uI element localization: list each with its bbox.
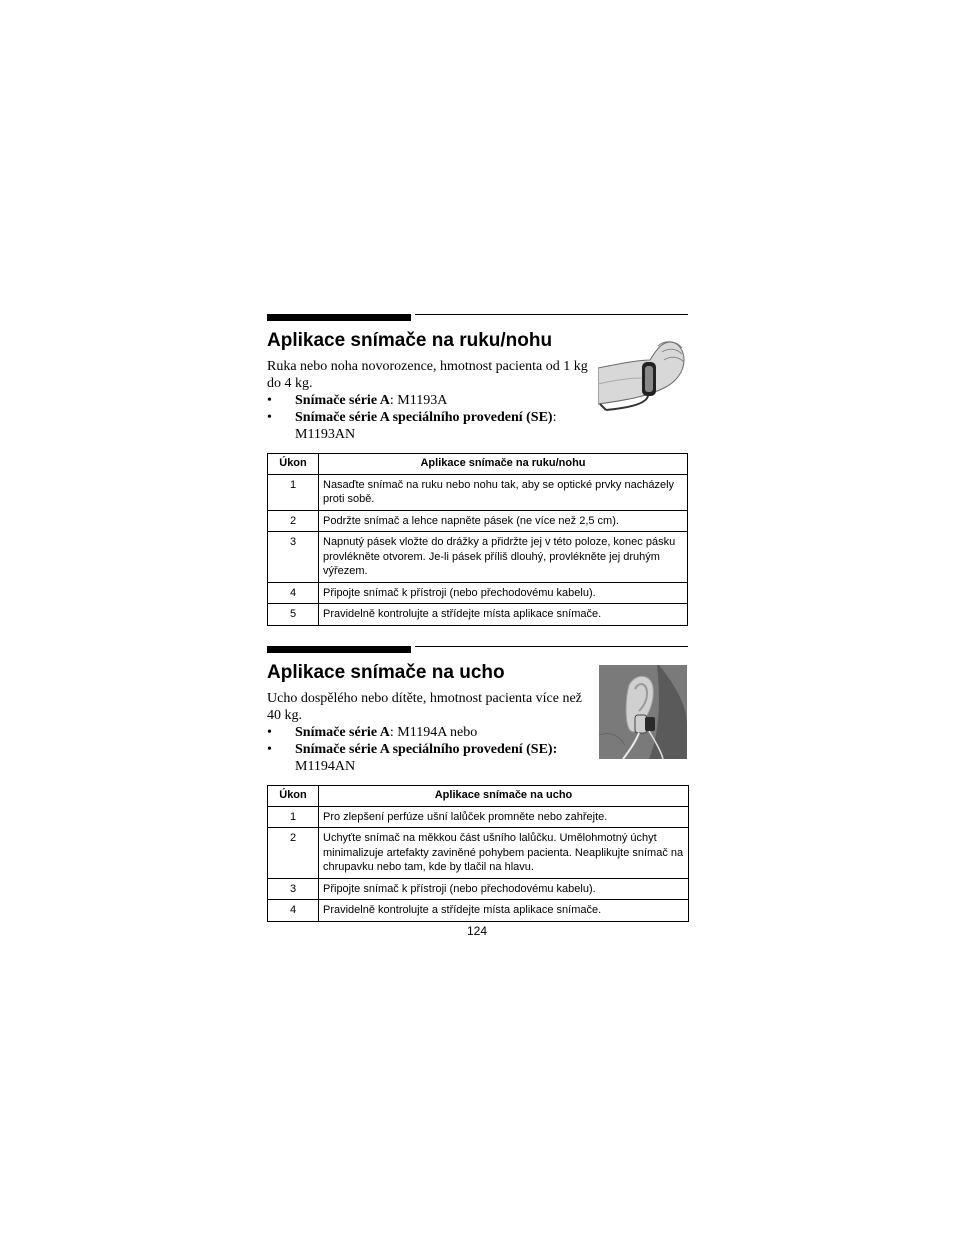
- steps-table: [267, 453, 688, 626]
- column-header-application: Aplikace snímače na ucho: [319, 786, 689, 807]
- section-title: Aplikace snímače na ruku/nohu: [267, 330, 553, 351]
- table-row: [268, 828, 689, 879]
- step-text: Nasaďte snímač na ruku nebo nohu tak, aby se optické prvky nacházely proti sobě.: [319, 474, 688, 510]
- step-text: Připojte snímač k přístroji (nebo přechodovému kabelu).: [319, 582, 688, 604]
- table-header-row: [268, 786, 689, 807]
- step-number: 5: [268, 604, 319, 626]
- column-header-step: Úkon: [268, 454, 319, 475]
- step-number: 2: [268, 828, 319, 879]
- step-number: 4: [268, 582, 319, 604]
- bullet-item: • Snímače série A speciálního provedení (SE): M1193AN: [267, 410, 557, 442]
- page-number: 124: [466, 924, 488, 938]
- column-header-application: Aplikace snímače na ruku/nohu: [319, 454, 688, 475]
- step-text: Připojte snímač k přístroji (nebo přechodovému kabelu).: [319, 878, 689, 900]
- bullet-item: • Snímače série A speciálního provedení (SE): M1194AN: [267, 742, 558, 774]
- table-row: [268, 878, 689, 900]
- section-rule-thick: [267, 314, 411, 321]
- table-row: [268, 582, 688, 604]
- bullet-rest: : M1193AN: [295, 410, 557, 442]
- hand-foot-sensor-photo: [598, 338, 688, 412]
- section-text: [267, 358, 592, 443]
- table-row: [268, 510, 688, 532]
- bullet-bold: Snímače série A: [295, 393, 390, 408]
- intro-text: Ucho dospělého nebo dítěte, hmotnost pacienta více než 40 kg.: [267, 691, 582, 723]
- table-row: [268, 474, 688, 510]
- table-row: [268, 900, 689, 922]
- ear-sensor-photo: [599, 665, 687, 759]
- steps-table: [267, 785, 689, 922]
- step-text: Pro zlepšení perfúze ušní lalůček promněte nebo zahřejte.: [319, 806, 689, 828]
- step-text: Uchyťte snímač na měkkou část ušního lalůčku. Umělohmotný úchyt minimalizuje artefakty zaviněné pohybem pacienta. Neaplikujte snímač na chrupavku nebo tam, kde by tlačil na hlavu.: [319, 828, 689, 879]
- section-title: Aplikace snímače na ucho: [267, 662, 505, 683]
- bullet-item: • Snímače série A: M1193A: [267, 393, 448, 408]
- step-number: 1: [268, 474, 319, 510]
- step-number: 4: [268, 900, 319, 922]
- table-header-row: [268, 454, 688, 475]
- bullet-bold: Snímače série A: [295, 725, 390, 740]
- column-header-step: Úkon: [268, 786, 319, 807]
- table-row: [268, 532, 688, 583]
- step-text: Podržte snímač a lehce napněte pásek (ne více než 2,5 cm).: [319, 510, 688, 532]
- step-number: 3: [268, 532, 319, 583]
- section-rule-thick: [267, 646, 411, 653]
- table-row: [268, 806, 689, 828]
- step-number: 3: [268, 878, 319, 900]
- intro-text: Ruka nebo noha novorozence, hmotnost pacienta od 1 kg do 4 kg.: [267, 359, 588, 391]
- step-text: Pravidelně kontrolujte a střídejte místa aplikace snímače.: [319, 604, 688, 626]
- bullet-rest: : M1194A nebo: [389, 725, 478, 740]
- section-rule-thin: [415, 646, 688, 647]
- table-row: [268, 604, 688, 626]
- section-text: [267, 690, 589, 775]
- section-rule-thin: [415, 314, 688, 315]
- bullet-bold: Snímače série A speciálního provedení (SE):: [295, 742, 558, 757]
- step-number: 2: [268, 510, 319, 532]
- step-text: Napnutý pásek vložte do drážky a přidržte jej v této poloze, konec pásku provlékněte otvorem. Je-li pásek příliš dlouhý, provlékněte jej druhým výřezem.: [319, 532, 688, 583]
- step-text: Pravidelně kontrolujte a střídejte místa aplikace snímače.: [319, 900, 689, 922]
- bullet-rest: M1194AN: [295, 759, 356, 774]
- bullet-bold: Snímače série A speciálního provedení (SE): [295, 410, 553, 425]
- bullet-item: • Snímače série A: M1194A nebo: [267, 725, 478, 740]
- bullet-rest: : M1193A: [389, 393, 448, 408]
- step-number: 1: [268, 806, 319, 828]
